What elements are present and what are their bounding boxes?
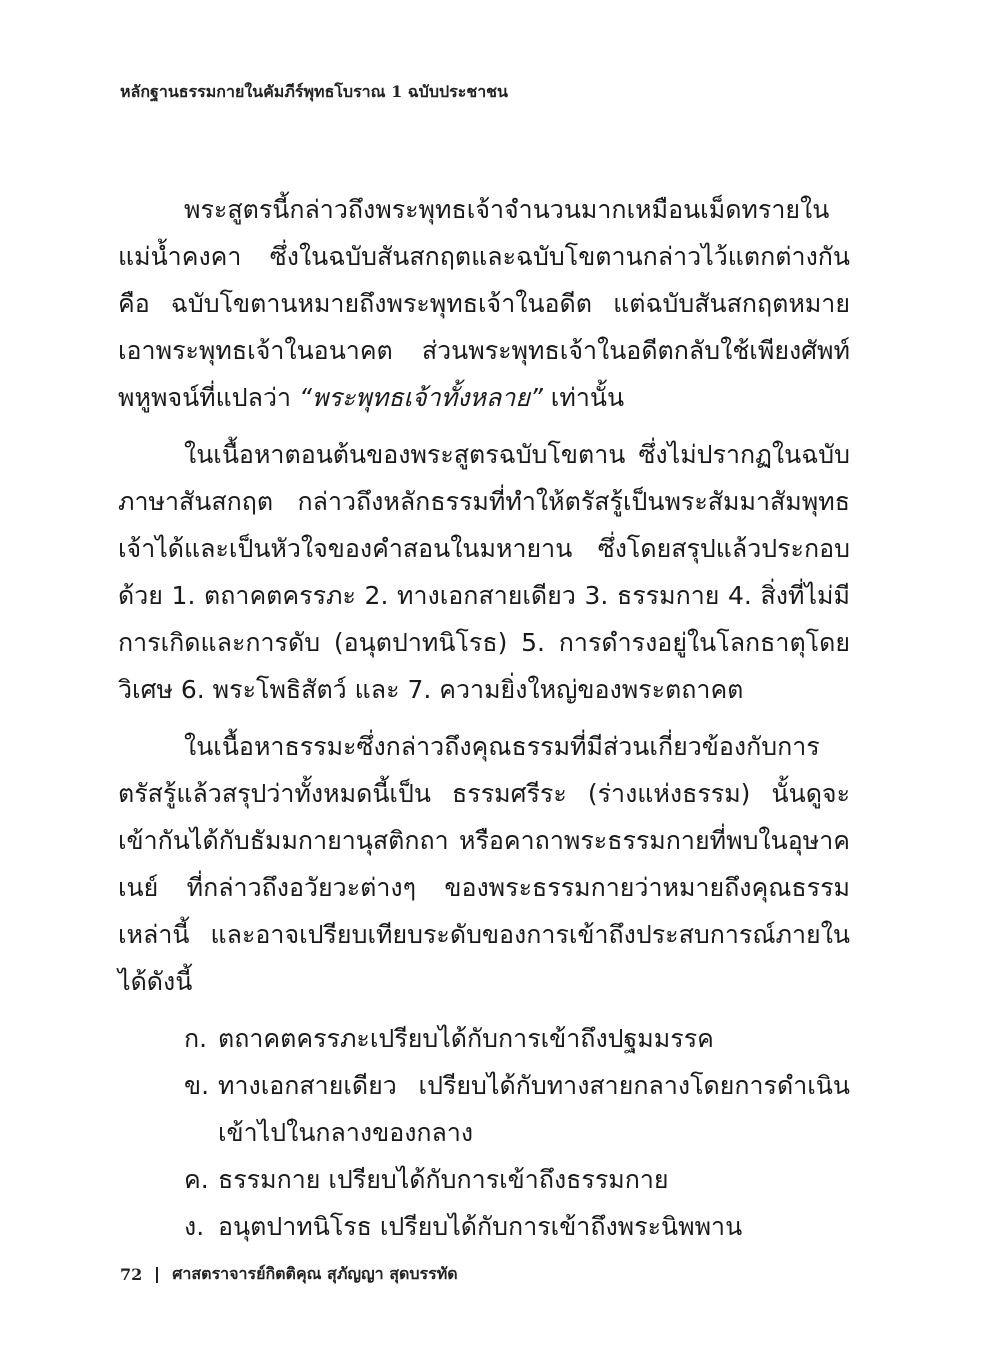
- page-number: 72: [120, 1265, 143, 1284]
- running-header-title: หลักฐานธรรมกายในคัมภีร์พุทธโบราณ 1 ฉบับประชาชน: [120, 82, 508, 101]
- running-header: [120, 80, 508, 105]
- list-item: [118, 1156, 850, 1203]
- list-item-marker: ก.: [184, 1024, 208, 1053]
- paragraph-1-tail: เท่านั้น: [542, 383, 625, 412]
- list-item-marker: ข.: [184, 1071, 210, 1100]
- list-item: [118, 1062, 850, 1156]
- comparison-list: [118, 1015, 850, 1250]
- paragraph-1-italic-quote: “พระพุทธเจ้าทั้งหลาย”: [298, 383, 543, 412]
- list-item-text: ทางเอกสายเดียว เปรียบได้กับทางสายกลางโดยการดำเนินเข้าไปในกลางของกลาง: [218, 1071, 850, 1147]
- list-item: [118, 1015, 850, 1062]
- body-text: [118, 186, 850, 1250]
- running-footer: [120, 1262, 458, 1287]
- paragraph-3: [118, 723, 850, 1005]
- paragraph-2-text: ในเนื้อหาตอนต้นของพระสูตรฉบับโขตาน ซึ่งไม่ปรากฏในฉบับภาษาสันสกฤต กล่าวถึงหลักธรรมที่ทำให้ตรัสรู้เป็นพระสัมมาสัมพุทธเจ้าได้และเป็นหัวใจของคำสอนในมหายาน ซึ่งโดยสรุปแล้วประกอบด้วย 1. ตถาคตครรภะ 2. ทางเอกสายเดียว 3. ธรรมกาย 4. สิ่งที่ไม่มีการเกิดและการดับ (อนุตปาทนิโรธ) 5. การดำรงอยู่ในโลกธาตุโดยวิเศษ 6. พระโพธิสัตว์ และ 7. ความยิ่งใหญ่ของพระตถาคต: [118, 440, 850, 704]
- footer-divider: [156, 1267, 158, 1283]
- paragraph-3-text: ในเนื้อหาธรรมะซึ่งกล่าวถึงคุณธรรมที่มีส่วนเกี่ยวข้องกับการตรัสรู้แล้วสรุปว่าทั้งหมดนี้เป็น ธรรมศรีระ (ร่างแห่งธรรม) นั้นดูจะเข้ากันได้กับธัมมกายานุสติกถา หรือคาถาพระธรรมกายที่พบในอุษาคเนย์ ที่กล่าวถึงอวัยวะต่างๆ ของพระธรรมกายว่าหมายถึงคุณธรรมเหล่านี้ และอาจเปรียบเทียบระดับของการเข้าถึงประสบการณ์ภายในได้ดังนี้: [118, 732, 850, 996]
- list-item-text: อนุตปาทนิโรธ เปรียบได้กับการเข้าถึงพระนิพพาน: [218, 1212, 743, 1241]
- list-item-text: ตถาคตครรภะเปรียบได้กับการเข้าถึงปฐมมรรค: [218, 1024, 714, 1053]
- paragraph-1-text: พระสูตรนี้กล่าวถึงพระพุทธเจ้าจำนวนมากเหมือนเม็ดทรายในแม่น้ำคงคา ซึ่งในฉบับสันสกฤตและฉบับโขตานกล่าวไว้แตกต่างกัน คือ ฉบับโขตานหมายถึงพระพุทธเจ้าในอดีต แต่ฉบับสันสกฤตหมายเอาพระพุทธเจ้าในอนาคต ส่วนพระพุทธเจ้าในอดีตกลับใช้เพียงศัพท์พหูพจน์ที่แปลว่า: [118, 195, 850, 412]
- footer-author: ศาสตราจารย์กิตติคุณ สุภัญญา สุดบรรทัด: [172, 1264, 458, 1283]
- list-item: [118, 1203, 850, 1250]
- list-item-text: ธรรมกาย เปรียบได้กับการเข้าถึงธรรมกาย: [218, 1165, 669, 1194]
- list-item-marker: ง.: [184, 1212, 205, 1241]
- paragraph-2: [118, 431, 850, 713]
- paragraph-1: [118, 186, 850, 421]
- list-item-marker: ค.: [184, 1165, 209, 1194]
